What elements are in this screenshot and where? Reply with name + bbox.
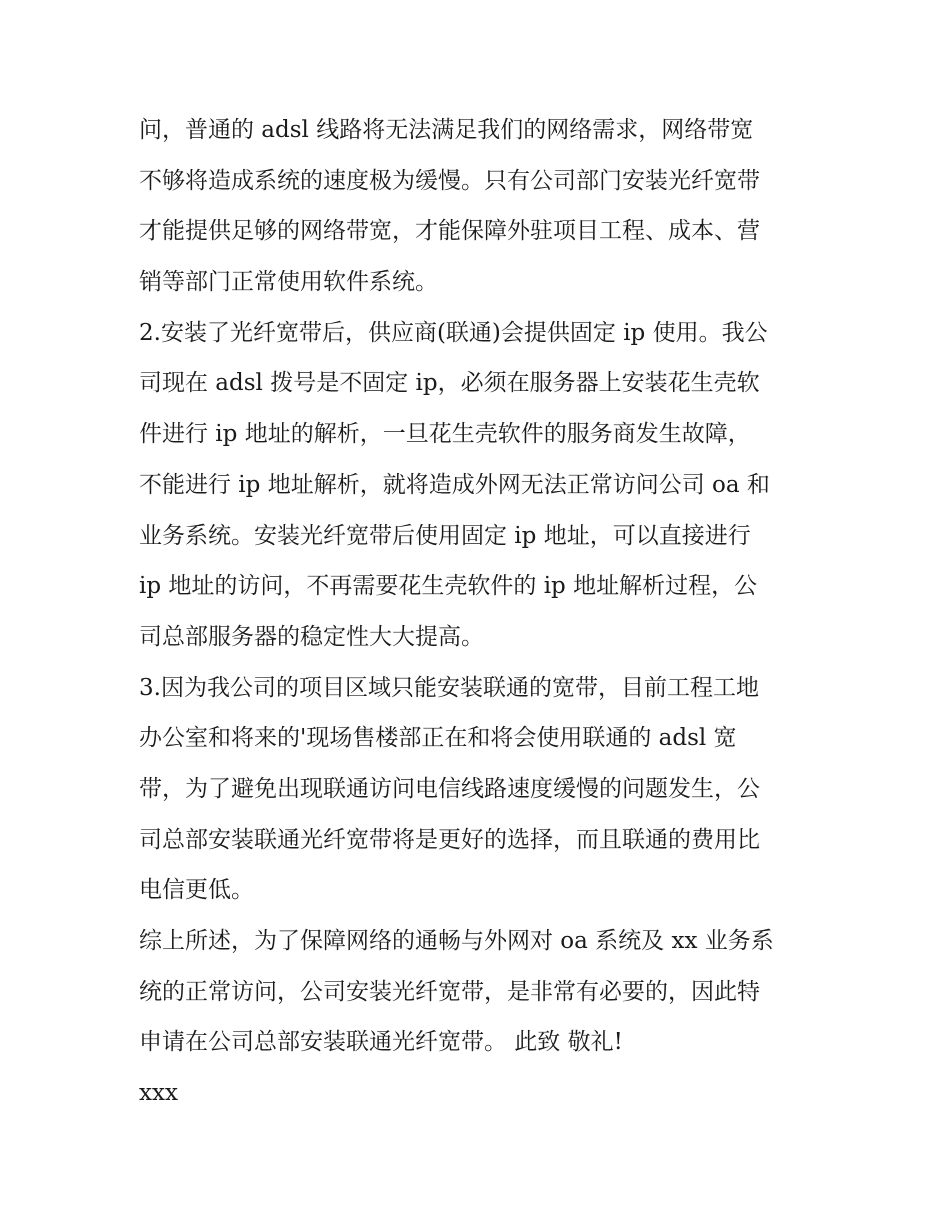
text-line-3: 才能提供足够的网络带宽，才能保障外驻项目工程、成本、营 [139,218,760,245]
text-line-18: 统的正常访问，公司安装光纤宽带，是非常有必要的，因此特 [139,978,760,1005]
text-line-16: 电信更低。 [139,877,254,904]
text-line-9: 业务系统。安装光纤宽带后使用固定 ip 地址，可以直接进行 [139,522,751,549]
text-line-1: 问，普通的 adsl 线路将无法满足我们的网络需求，网络带宽 [139,117,754,143]
text-line-10: ip 地址的访问，不再需要花生壳软件的 ip 地址解析过程，公 [139,573,758,600]
text-line-14: 带，为了避免出现联通访问电信线路速度缓慢的问题发生，公 [139,775,760,802]
text-line-6: 司现在 adsl 拨号是不固定 ip，必须在服务器上安装花生壳软 [139,370,760,397]
signature-line: xxx [139,1080,178,1107]
document-body [139,105,819,1119]
text-line-12: 3.因为我公司的项目区域只能安装联通的宽带，目前工程工地 [139,674,759,701]
text-line-19: 申请在公司总部安装联通光纤宽带。 此致 敬礼! [139,1029,623,1056]
text-line-13: 办公室和将来的'现场售楼部正在和将会使用联通的 adsl 宽 [139,725,737,752]
text-line-15: 司总部安装联通光纤宽带将是更好的选择，而且联通的费用比 [139,826,760,853]
text-line-8: 不能进行 ip 地址解析，就将造成外网无法正常访问公司 oa 和 [139,471,770,498]
text-line-7: 件进行 ip 地址的解析，一旦花生壳软件的服务商发生故障， [139,421,751,448]
text-line-11: 司总部服务器的稳定性大大提高。 [139,623,484,650]
text-line-4: 销等部门正常使用软件系统。 [139,269,438,296]
text-line-5: 2.安装了光纤宽带后，供应商(联通)会提供固定 ip 使用。我公 [139,319,768,346]
text-line-2: 不够将造成系统的速度极为缓慢。只有公司部门安装光纤宽带 [139,167,760,194]
text-line-17: 综上所述，为了保障网络的通畅与外网对 oa 系统及 xx 业务系 [139,928,774,954]
